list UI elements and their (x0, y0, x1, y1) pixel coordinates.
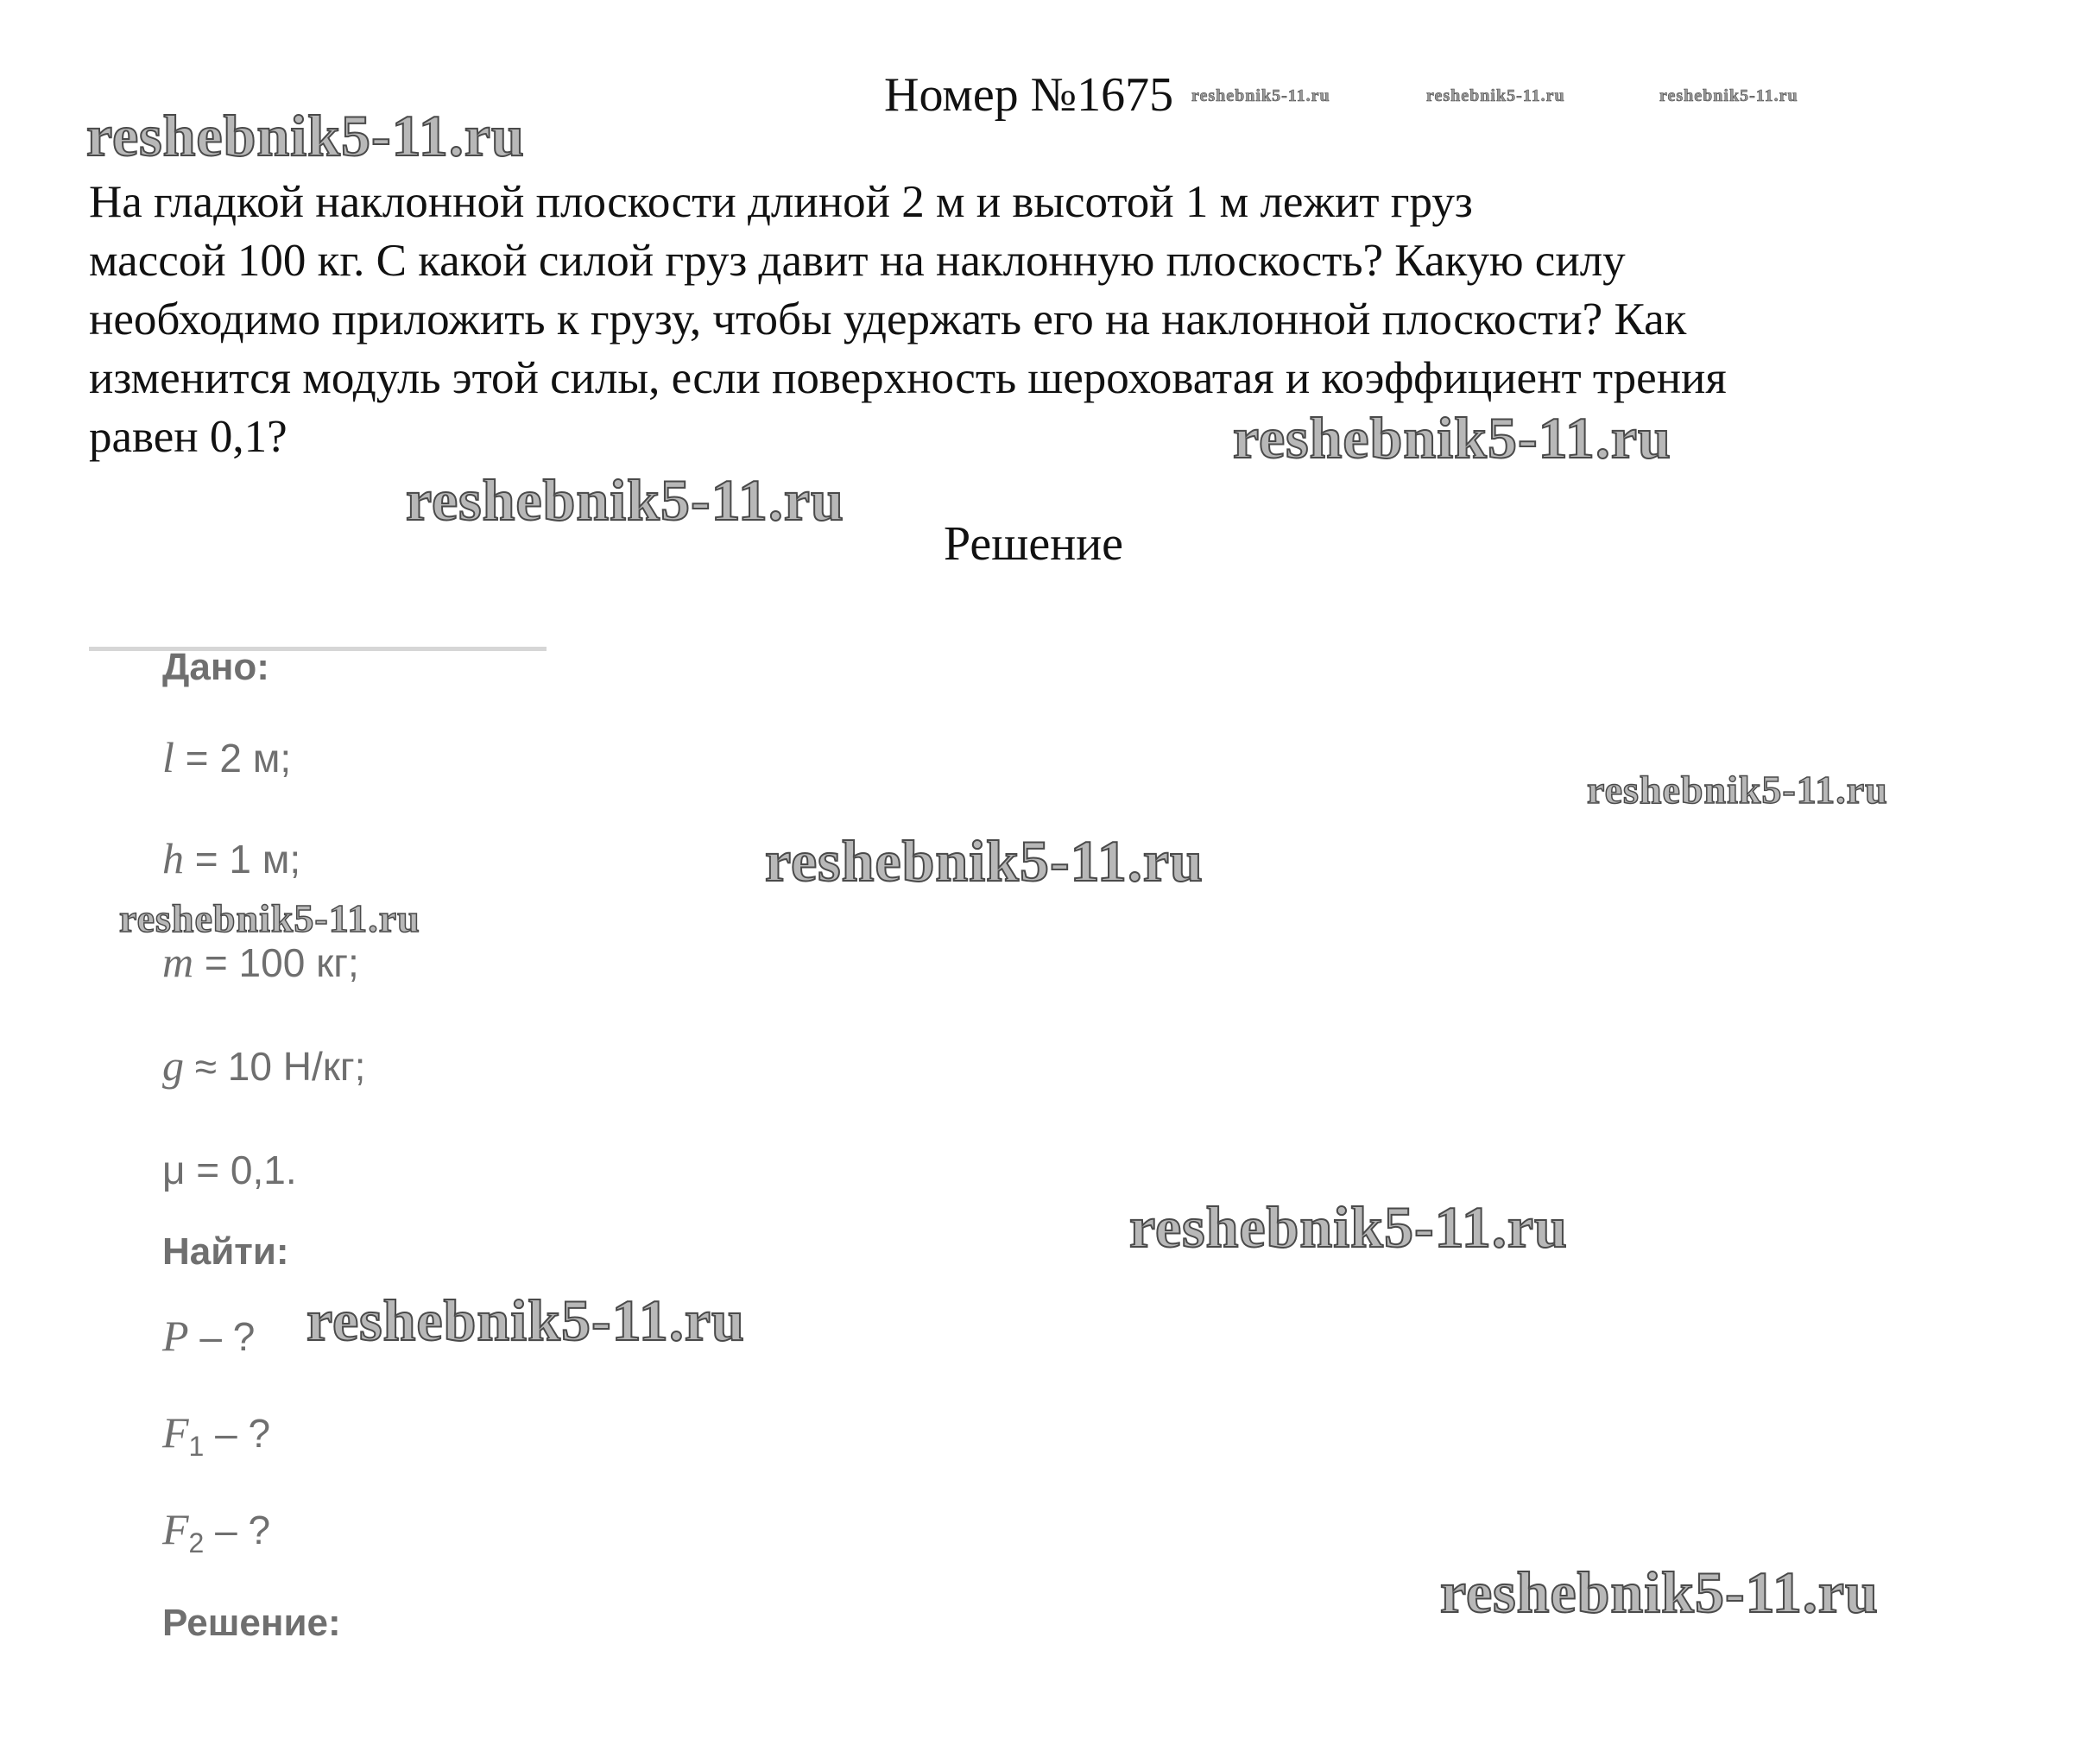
variable-symbol: l (162, 733, 174, 781)
find-value: – ? (204, 1411, 271, 1456)
find-item-weight (162, 1311, 255, 1361)
solution-label: Решение: (162, 1602, 341, 1644)
given-item-length (162, 732, 291, 782)
variable-symbol: m (162, 938, 194, 986)
divider (89, 647, 547, 651)
given-item-mass (162, 937, 359, 987)
watermark-small-3: reshebnik5-11.ru (1659, 86, 1798, 105)
given-value: μ = 0,1. (162, 1148, 297, 1192)
problem-line: изменится модуль этой силы, если поверхность шероховатая и коэффициент трения (89, 353, 1727, 403)
solution-heading: Решение (944, 517, 1124, 571)
given-item-friction (162, 1144, 297, 1194)
problem-line: На гладкой наклонной плоскости длиной 2 м и высотой 1 м лежит груз (89, 177, 1473, 227)
watermark-small-2: reshebnik5-11.ru (1426, 86, 1565, 105)
given-label: Дано: (162, 646, 269, 688)
given-item-height (162, 833, 300, 883)
page-title: Номер №1675 (884, 68, 1174, 122)
problem-line: равен 0,1? (89, 412, 288, 462)
watermark-right-3: reshebnik5-11.ru (1129, 1194, 1568, 1260)
given-item-gravity (162, 1040, 365, 1091)
watermark-left-1: reshebnik5-11.ru (119, 896, 420, 940)
variable-symbol: F (162, 1505, 189, 1553)
variable-subscript: 1 (188, 1431, 205, 1463)
find-item-force-1 (162, 1407, 270, 1463)
find-value: – ? (188, 1314, 256, 1359)
problem-line: массой 100 кг. С какой силой груз давит на наклонную плоскость? Какую силу (89, 236, 1626, 286)
given-value: = 2 м; (174, 736, 292, 781)
find-label: Найти: (162, 1230, 289, 1273)
watermark-center-1: reshebnik5-11.ru (406, 467, 844, 533)
watermark-right-4: reshebnik5-11.ru (1440, 1559, 1879, 1625)
variable-symbol: P (162, 1312, 189, 1360)
watermark-center-3: reshebnik5-11.ru (306, 1287, 745, 1353)
problem-line: необходимо приложить к грузу, чтобы удержать его на наклонной плоскости? Как (89, 294, 1687, 345)
watermark-right-1: reshebnik5-11.ru (1233, 405, 1671, 471)
watermark-right-2: reshebnik5-11.ru (1587, 768, 1888, 812)
watermark-center-2: reshebnik5-11.ru (765, 828, 1204, 894)
find-value: – ? (204, 1508, 271, 1552)
problem-statement (89, 173, 2057, 466)
given-value: = 1 м; (184, 837, 301, 882)
variable-symbol: g (162, 1041, 184, 1090)
find-item-force-2 (162, 1504, 270, 1559)
given-value: ≈ 10 Н/кг; (184, 1044, 366, 1089)
variable-symbol: F (162, 1408, 189, 1457)
variable-symbol: h (162, 834, 184, 882)
given-value: = 100 кг; (193, 940, 359, 985)
watermark-small-1: reshebnik5-11.ru (1191, 86, 1330, 105)
watermark-top-left: reshebnik5-11.ru (86, 103, 525, 168)
variable-subscript: 2 (188, 1527, 205, 1559)
